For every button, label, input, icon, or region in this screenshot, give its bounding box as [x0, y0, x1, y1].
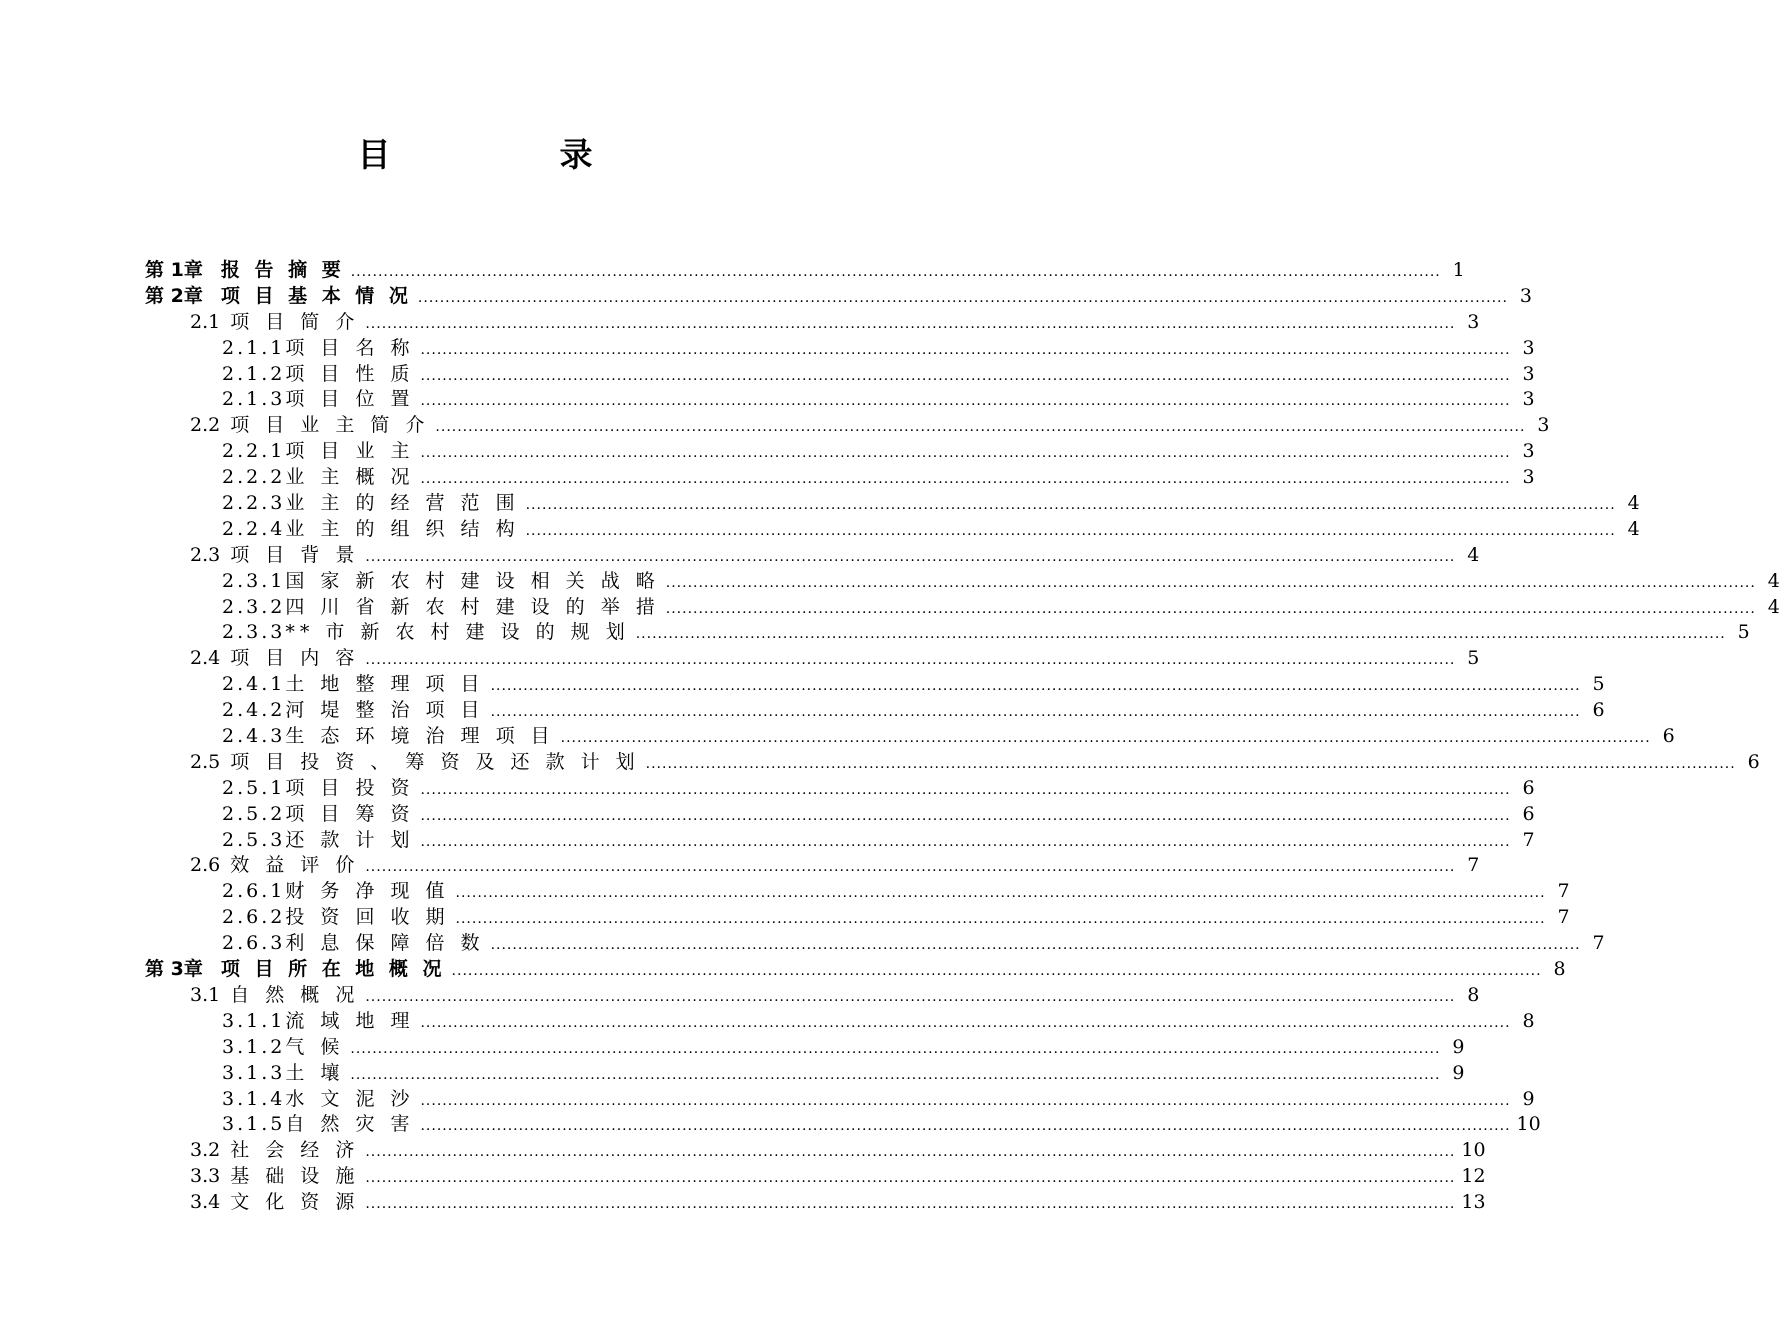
- toc-page-number: 5: [1467, 647, 1480, 670]
- dot-leader: ........................................................................................................................................................................................................: [455, 911, 1546, 928]
- toc-entry-text: 土 壤: [285, 1061, 345, 1084]
- toc-entry-text: ** 市 新 农 村 建 设 的 规 划: [285, 621, 630, 644]
- toc-page-number: 4: [1627, 492, 1640, 515]
- toc-entry-text: 项 目 业 主 简 介: [230, 414, 430, 437]
- toc-entry-第1章[interactable]: [145, 258, 1465, 286]
- dot-leader: ........................................................................................................................................................................................................: [420, 471, 1511, 488]
- toc-row: [0, 517, 1640, 543]
- toc-row: [0, 387, 1535, 413]
- toc-row: [0, 413, 1550, 439]
- toc-entry-2.6.3[interactable]: [222, 931, 1605, 959]
- toc-entry-number: 2.2.4: [222, 517, 286, 540]
- dot-leader: ........................................................................................................................................................................................................: [420, 1092, 1511, 1109]
- toc-entry-text: 水 文 泥 沙: [285, 1087, 415, 1110]
- toc-entry-label: [190, 983, 365, 1009]
- toc-entry-label: [222, 439, 420, 465]
- toc-row: [0, 853, 1480, 879]
- dot-leader: ........................................................................................................................................................................................................: [365, 1170, 1456, 1187]
- toc-page-number: 7: [1592, 932, 1605, 955]
- toc-entry-number: 3.1: [190, 983, 221, 1006]
- toc-entry-text: 自 然 概 况: [230, 983, 360, 1006]
- toc-entry-number: 3.1.2: [222, 1035, 286, 1058]
- toc-entry-label: [190, 413, 435, 439]
- toc-entry-label: [222, 620, 636, 646]
- toc-row: [0, 931, 1605, 957]
- toc-entry-label: [145, 284, 418, 310]
- toc-page-number: 4: [1767, 569, 1780, 592]
- dot-leader: ........................................................................................................................................................................................................: [490, 678, 1581, 695]
- toc-row: [0, 750, 1760, 776]
- toc-entry-text: 项 目 所 在 地 概 况: [220, 958, 446, 981]
- toc-entry-label: [190, 1164, 365, 1190]
- toc-row: [0, 1112, 1541, 1138]
- toc-page-number: 8: [1522, 1009, 1535, 1032]
- toc-entry-label: [222, 1009, 420, 1035]
- toc-page-number: 6: [1522, 776, 1535, 799]
- toc-entry-number: 3.1.3: [222, 1061, 286, 1084]
- toc-page-number: 13: [1461, 1191, 1486, 1214]
- toc-page-number: 3: [1522, 362, 1535, 385]
- toc-entry-2.1.2[interactable]: [222, 362, 1535, 390]
- toc-entry-text: 项 目 投 资 、 筹 资 及 还 款 计 划: [230, 750, 640, 773]
- toc-page-number: 3: [1519, 284, 1532, 307]
- toc-entry-label: [145, 957, 452, 983]
- toc-page-number: 1: [1452, 259, 1465, 281]
- toc-page-number: 3: [1522, 440, 1535, 463]
- toc-entry-label: [222, 362, 420, 388]
- toc-entry-text: 流 域 地 理: [285, 1009, 415, 1032]
- toc-row: [0, 1009, 1535, 1035]
- toc-entry-2.3.3[interactable]: [222, 620, 1750, 648]
- toc-entry-2.2.1[interactable]: [222, 439, 1535, 467]
- toc-row: [0, 439, 1535, 465]
- toc-page-number: 3: [1467, 310, 1480, 333]
- toc-entry-number: 2.4.1: [222, 673, 286, 696]
- toc-page-number: 6: [1662, 725, 1675, 748]
- toc-entry-text: 业 主 概 况: [285, 466, 415, 489]
- toc-row: [0, 646, 1480, 672]
- toc-entry-第3章[interactable]: [145, 957, 1566, 985]
- toc-entry-text: 社 会 经 济: [230, 1139, 360, 1162]
- toc-row: [0, 828, 1535, 854]
- toc-entry-text: 项 目 投 资: [285, 776, 415, 799]
- table-of-contents: [0, 258, 1780, 1216]
- toc-row: [0, 362, 1535, 388]
- toc-entry-text: 项 目 筹 资: [285, 802, 415, 825]
- toc-entry-label: [190, 853, 365, 879]
- dot-leader: ........................................................................................................................................................................................................: [420, 445, 1511, 462]
- toc-entry-3.1.3[interactable]: [222, 1061, 1465, 1089]
- toc-entry-number: 2.3.1: [222, 569, 286, 592]
- toc-entry-3.1.5[interactable]: [222, 1112, 1541, 1140]
- toc-page-number: 7: [1557, 906, 1570, 929]
- dot-leader: ........................................................................................................................................................................................................: [490, 704, 1581, 721]
- toc-page-number: 7: [1522, 828, 1535, 851]
- toc-row: [0, 258, 1465, 284]
- toc-entry-label: [222, 672, 491, 698]
- toc-entry-2.5[interactable]: [190, 750, 1760, 778]
- toc-page-number: 9: [1522, 1087, 1535, 1110]
- page-title: 目 录: [357, 135, 661, 174]
- toc-entry-label: [190, 1190, 365, 1216]
- toc-entry-text: 利 息 保 障 倍 数: [285, 932, 485, 955]
- toc-entry-text: 自 然 灾 害: [285, 1113, 415, 1136]
- toc-entry-3.1.4[interactable]: [222, 1087, 1535, 1115]
- toc-entry-2.6.2[interactable]: [222, 905, 1570, 933]
- toc-row: [0, 543, 1480, 569]
- toc-entry-label: [222, 1087, 420, 1113]
- toc-page-number: 4: [1467, 543, 1480, 566]
- toc-entry-2.4.3[interactable]: [222, 724, 1675, 752]
- toc-entry-text: 报 告 摘 要: [220, 259, 345, 281]
- dot-leader: ........................................................................................................................................................................................................: [365, 988, 1456, 1005]
- toc-page-number: 8: [1553, 958, 1566, 981]
- toc-row: [0, 724, 1675, 750]
- dot-leader: ........................................................................................................................................................................................................: [451, 963, 1542, 980]
- toc-entry-text: 基 础 设 施: [230, 1165, 360, 1188]
- toc-entry-number: 3.1.1: [222, 1009, 286, 1032]
- toc-row: [0, 1035, 1465, 1061]
- dot-leader: ........................................................................................................................................................................................................: [525, 497, 1616, 514]
- toc-entry-text: 土 地 整 理 项 目: [285, 673, 485, 696]
- dot-leader: ........................................................................................................................................................................................................: [365, 315, 1456, 332]
- toc-entry-label: [222, 931, 491, 957]
- toc-entry-number: 第 3章: [145, 958, 203, 981]
- toc-entry-number: 2.4: [190, 647, 221, 670]
- toc-page-number: 4: [1627, 517, 1640, 540]
- toc-entry-第2章[interactable]: [145, 284, 1532, 312]
- dot-leader: ........................................................................................................................................................................................................: [350, 1040, 1441, 1057]
- toc-entry-number: 第 2章: [145, 284, 203, 307]
- toc-row: [0, 1061, 1465, 1087]
- toc-entry-2.2.2[interactable]: [222, 465, 1535, 493]
- toc-row: [0, 1164, 1486, 1190]
- toc-entry-number: 2.3.2: [222, 595, 286, 618]
- toc-page-number: 3: [1537, 414, 1550, 437]
- toc-page-number: 3: [1522, 388, 1535, 411]
- toc-entry-number: 2.2: [190, 414, 221, 437]
- dot-leader: ........................................................................................................................................................................................................: [420, 807, 1511, 824]
- toc-row: [0, 957, 1566, 983]
- toc-entry-text: 项 目 位 置: [285, 388, 415, 411]
- toc-entry-label: [222, 776, 420, 802]
- toc-page-number: 3: [1522, 466, 1535, 489]
- toc-entry-number: 2.5.1: [222, 776, 286, 799]
- toc-entry-text: 文 化 资 源: [230, 1191, 360, 1214]
- toc-entry-label: [222, 465, 420, 491]
- toc-row: [0, 595, 1780, 621]
- toc-entry-number: 2.2.3: [222, 492, 286, 515]
- toc-row: [0, 620, 1750, 646]
- toc-entry-text: 四 川 省 新 农 村 建 设 的 举 措: [285, 595, 660, 618]
- toc-entry-number: 3.4: [190, 1191, 221, 1214]
- toc-page-number: 6: [1747, 750, 1760, 773]
- toc-entry-label: [222, 828, 420, 854]
- toc-page-number: 5: [1737, 621, 1750, 644]
- toc-entry-label: [222, 1112, 420, 1138]
- toc-entry-2.5.1[interactable]: [222, 776, 1535, 804]
- toc-entry-text: 投 资 回 收 期: [285, 906, 450, 929]
- toc-page-number: 6: [1592, 699, 1605, 722]
- dot-leader: ........................................................................................................................................................................................................: [420, 341, 1511, 358]
- toc-entry-number: 2.1.2: [222, 362, 286, 385]
- toc-entry-number: 2.2.1: [222, 440, 286, 463]
- toc-row: [0, 336, 1535, 362]
- toc-entry-text: 生 态 环 境 治 理 项 目: [285, 725, 555, 748]
- toc-entry-number: 2.5.3: [222, 828, 286, 851]
- toc-page-number: 9: [1452, 1061, 1465, 1084]
- toc-entry-number: 3.1.5: [222, 1113, 286, 1136]
- toc-entry-text: 项 目 背 景: [230, 543, 360, 566]
- toc-entry-number: 2.5.2: [222, 802, 286, 825]
- toc-row: [0, 1138, 1486, 1164]
- toc-entry-number: 2.6.2: [222, 906, 286, 929]
- toc-entry-2.5.2[interactable]: [222, 802, 1535, 830]
- toc-row: [0, 905, 1570, 931]
- dot-leader: ........................................................................................................................................................................................................: [420, 393, 1511, 410]
- toc-entry-text: 项 目 内 容: [230, 647, 360, 670]
- toc-row: [0, 284, 1532, 310]
- toc-entry-number: 第 1章: [145, 259, 203, 281]
- toc-entry-text: 业 主 的 经 营 范 围: [285, 492, 520, 515]
- toc-entry-number: 2.6.3: [222, 932, 286, 955]
- toc-entry-number: 2.3: [190, 543, 221, 566]
- dot-leader: ........................................................................................................................................................................................................: [420, 367, 1511, 384]
- dot-leader: ........................................................................................................................................................................................................: [417, 289, 1508, 306]
- toc-page-number: 10: [1516, 1113, 1541, 1136]
- toc-entry-label: [190, 1138, 365, 1164]
- toc-entry-2.4[interactable]: [190, 646, 1480, 674]
- toc-row: [0, 698, 1605, 724]
- toc-entry-label: [222, 698, 491, 724]
- toc-entry-number: 2.3.3: [222, 621, 286, 644]
- dot-leader: ........................................................................................................................................................................................................: [560, 730, 1651, 747]
- toc-entry-2.1[interactable]: [190, 310, 1480, 338]
- toc-page-number: 7: [1557, 880, 1570, 903]
- toc-entry-text: 项 目 简 介: [230, 310, 360, 333]
- toc-entry-number: 2.1.1: [222, 336, 286, 359]
- toc-row: [0, 465, 1535, 491]
- toc-entry-text: 业 主 的 组 织 结 构: [285, 517, 520, 540]
- toc-entry-number: 3.3: [190, 1165, 221, 1188]
- dot-leader: ........................................................................................................................................................................................................: [420, 1118, 1511, 1135]
- toc-entry-label: [190, 543, 365, 569]
- toc-entry-label: [222, 879, 456, 905]
- toc-entry-label: [222, 387, 420, 413]
- dot-leader: ........................................................................................................................................................................................................: [350, 1066, 1441, 1083]
- toc-entry-3.1.2[interactable]: [222, 1035, 1465, 1063]
- dot-leader: ........................................................................................................................................................................................................: [645, 755, 1736, 772]
- toc-entry-label: [222, 1035, 350, 1061]
- dot-leader: ........................................................................................................................................................................................................: [420, 1014, 1511, 1031]
- toc-entry-label: [222, 802, 420, 828]
- toc-entry-number: 2.1: [190, 310, 221, 333]
- toc-entry-text: 气 候: [285, 1035, 345, 1058]
- toc-entry-2.3.1[interactable]: [222, 569, 1780, 597]
- dot-leader: ........................................................................................................................................................................................................: [665, 600, 1756, 617]
- dot-leader: ........................................................................................................................................................................................................: [365, 652, 1456, 669]
- dot-leader: ........................................................................................................................................................................................................: [665, 574, 1756, 591]
- toc-row: [0, 983, 1480, 1009]
- toc-page-number: 7: [1467, 854, 1480, 877]
- toc-entry-2.1.3[interactable]: [222, 387, 1535, 415]
- toc-entry-text: 项 目 基 本 情 况: [220, 284, 412, 307]
- toc-entry-2.3[interactable]: [190, 543, 1480, 571]
- toc-row: [0, 776, 1535, 802]
- dot-leader: ........................................................................................................................................................................................................: [435, 419, 1526, 436]
- toc-entry-3.1.1[interactable]: [222, 1009, 1535, 1037]
- toc-entry-label: [145, 258, 351, 284]
- dot-leader: ........................................................................................................................................................................................................: [455, 885, 1546, 902]
- toc-entry-label: [222, 905, 456, 931]
- toc-page-number: 3: [1522, 336, 1535, 359]
- toc-entry-number: 2.4.2: [222, 699, 286, 722]
- toc-entry-number: 2.5: [190, 750, 221, 773]
- toc-row: [0, 569, 1780, 595]
- toc-row: [0, 879, 1570, 905]
- toc-page-number: 12: [1461, 1165, 1486, 1188]
- dot-leader: ........................................................................................................................................................................................................: [365, 1196, 1456, 1213]
- dot-leader: ........................................................................................................................................................................................................: [635, 626, 1726, 643]
- toc-entry-label: [190, 310, 365, 336]
- toc-row: [0, 1190, 1486, 1216]
- toc-row: [0, 310, 1480, 336]
- toc-entry-number: 2.1.3: [222, 388, 286, 411]
- toc-entry-2.3.2[interactable]: [222, 595, 1780, 623]
- toc-row: [0, 1087, 1535, 1113]
- toc-entry-label: [222, 517, 526, 543]
- toc-entry-2.2.4[interactable]: [222, 517, 1640, 545]
- toc-entry-number: 2.4.3: [222, 725, 286, 748]
- toc-entry-number: 2.6.1: [222, 880, 286, 903]
- toc-entry-2.2.3[interactable]: [222, 491, 1640, 519]
- toc-entry-text: 项 目 性 质: [285, 362, 415, 385]
- toc-entry-label: [222, 491, 526, 517]
- toc-page-number: 10: [1461, 1139, 1486, 1162]
- toc-entry-3.1[interactable]: [190, 983, 1480, 1011]
- toc-entry-text: 项 目 名 称: [285, 336, 415, 359]
- toc-row: [0, 672, 1605, 698]
- toc-entry-3.2[interactable]: [190, 1138, 1486, 1166]
- toc-entry-label: [190, 646, 365, 672]
- toc-page-number: 4: [1767, 595, 1780, 618]
- toc-entry-text: 效 益 评 价: [230, 854, 360, 877]
- toc-entry-2.1.1[interactable]: [222, 336, 1535, 364]
- toc-entry-2.6.1[interactable]: [222, 879, 1570, 907]
- toc-entry-label: [190, 750, 646, 776]
- toc-row: [0, 802, 1535, 828]
- toc-entry-text: 国 家 新 农 村 建 设 相 关 战 略: [285, 569, 660, 592]
- toc-entry-number: 2.6: [190, 854, 221, 877]
- toc-page-number: 6: [1522, 802, 1535, 825]
- dot-leader: ........................................................................................................................................................................................................: [365, 859, 1456, 876]
- toc-entry-2.2[interactable]: [190, 413, 1550, 441]
- toc-entry-label: [222, 336, 420, 362]
- dot-leader: ........................................................................................................................................................................................................: [490, 937, 1581, 954]
- toc-entry-2.4.1[interactable]: [222, 672, 1605, 700]
- toc-entry-text: 财 务 净 现 值: [285, 880, 450, 903]
- toc-row: [0, 491, 1640, 517]
- dot-leader: ........................................................................................................................................................................................................: [365, 548, 1456, 565]
- toc-page-number: 8: [1467, 983, 1480, 1006]
- toc-entry-text: 项 目 业 主: [285, 440, 415, 463]
- toc-entry-number: 3.2: [190, 1139, 221, 1162]
- dot-leader: ........................................................................................................................................................................................................: [525, 522, 1616, 539]
- toc-entry-2.6[interactable]: [190, 853, 1480, 881]
- toc-entry-text: 河 堤 整 治 项 目: [285, 699, 485, 722]
- toc-page-number: 9: [1452, 1035, 1465, 1058]
- dot-leader: ........................................................................................................................................................................................................: [350, 264, 1441, 280]
- toc-entry-label: [222, 724, 561, 750]
- toc-page-number: 5: [1592, 673, 1605, 696]
- toc-entry-number: 3.1.4: [222, 1087, 286, 1110]
- toc-entry-number: 2.2.2: [222, 466, 286, 489]
- toc-entry-text: 还 款 计 划: [285, 828, 415, 851]
- toc-entry-label: [222, 569, 666, 595]
- toc-entry-label: [222, 1061, 350, 1087]
- toc-entry-2.4.2[interactable]: [222, 698, 1605, 726]
- dot-leader: ........................................................................................................................................................................................................: [365, 1144, 1456, 1161]
- toc-entry-3.3[interactable]: [190, 1164, 1486, 1192]
- dot-leader: ........................................................................................................................................................................................................: [420, 781, 1511, 798]
- dot-leader: ........................................................................................................................................................................................................: [420, 833, 1511, 850]
- toc-entry-3.4[interactable]: [190, 1190, 1486, 1218]
- toc-entry-label: [222, 595, 666, 621]
- toc-entry-2.5.3[interactable]: [222, 828, 1535, 856]
